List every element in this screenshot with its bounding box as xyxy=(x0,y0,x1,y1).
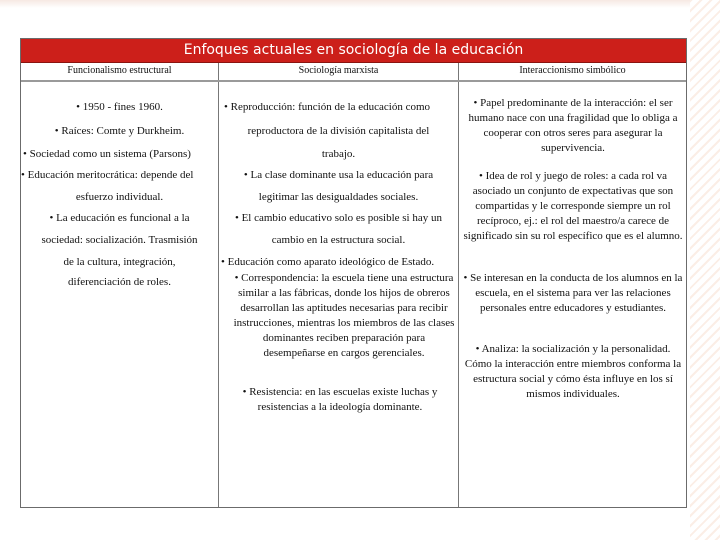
marxista-correspondencia: • Correspondencia: la escuela tiene una estructura similar a las fábricas, donde los hijos de obreros desarrollan las aptitudes necesarias para recibir instrucciones, mientras los miembros de las clases dominantes reciben preparación para desempeñarse en cargos gerenciales. xyxy=(233,272,455,359)
marxista-resistencia: • Resistencia: en las escuelas existe luchas y resistencias a la ideología dominante. xyxy=(242,386,438,413)
marxista-line: trabajo. xyxy=(321,148,356,160)
comparison-table xyxy=(20,38,687,508)
marxista-line: • Reproducción: función de la educación como xyxy=(224,101,431,113)
interaccionismo-conducta: • Se interesan en la conducta de los alumnos en la escuela, en el sistema para ver las relaciones personales entre educadores y estudiantes. xyxy=(463,272,683,314)
interaccionismo-socializacion: • Analiza: la socialización y la personalidad. Cómo la interacción entre miembros conforma la estructura social y cómo ésta influye en los sí mismos individuales. xyxy=(464,343,682,400)
funcionalismo-line: • Educación meritocrática: depende del xyxy=(21,169,194,181)
column-divider xyxy=(458,63,459,507)
marxista-line: • Educación como aparato ideológico de Estado. xyxy=(221,256,435,268)
marxista-line: cambio en la estructura social. xyxy=(271,234,406,246)
funcionalismo-line: • Raíces: Comte y Durkheim. xyxy=(54,125,185,137)
marxista-line: legitimar las desigualdades sociales. xyxy=(258,191,419,203)
funcionalismo-line: • La educación es funcional a la xyxy=(49,212,190,224)
column-header-interaccionismo: Interaccionismo simbólico xyxy=(519,65,626,76)
funcionalismo-line: • 1950 - fines 1960. xyxy=(76,101,163,113)
slide-decoration-stripes xyxy=(690,0,720,540)
funcionalismo-line: • Sociedad como un sistema (Parsons) xyxy=(23,148,191,160)
column-header-marxista: Sociología marxista xyxy=(298,65,379,76)
interaccionismo-interaccion: • Papel predominante de la interacción: el ser humano nace con una fragilidad que lo obliga a cooperar con otros seres para asegurar la supervivencia. xyxy=(468,97,678,154)
funcionalismo-line: diferenciación de roles. xyxy=(68,276,171,288)
interaccionismo-roles: • Idea de rol y juego de roles: a cada rol va asociado un conjunto de expectativas que son compartidas y le corresponde siempre un rol recíproco, ej.: el rol del maestro/a carece de significado sin su rol específico que es el alumno. xyxy=(463,170,683,242)
funcionalismo-line: esfuerzo individual. xyxy=(75,191,164,203)
table-title: Enfoques actuales en sociología de la educación xyxy=(21,39,686,63)
marxista-line: reproductora de la división capitalista del xyxy=(247,125,430,137)
marxista-line: • El cambio educativo solo es posible si hay un xyxy=(234,212,442,224)
funcionalismo-line: de la cultura, integración, xyxy=(63,256,176,268)
funcionalismo-line: sociedad: socialización. Trasmisión xyxy=(41,234,198,246)
column-header-funcionalismo: Funcionalismo estructural xyxy=(67,65,172,76)
header-divider xyxy=(21,80,686,82)
marxista-line: • La clase dominante usa la educación para xyxy=(243,169,434,181)
slide-decoration-top xyxy=(0,0,720,8)
